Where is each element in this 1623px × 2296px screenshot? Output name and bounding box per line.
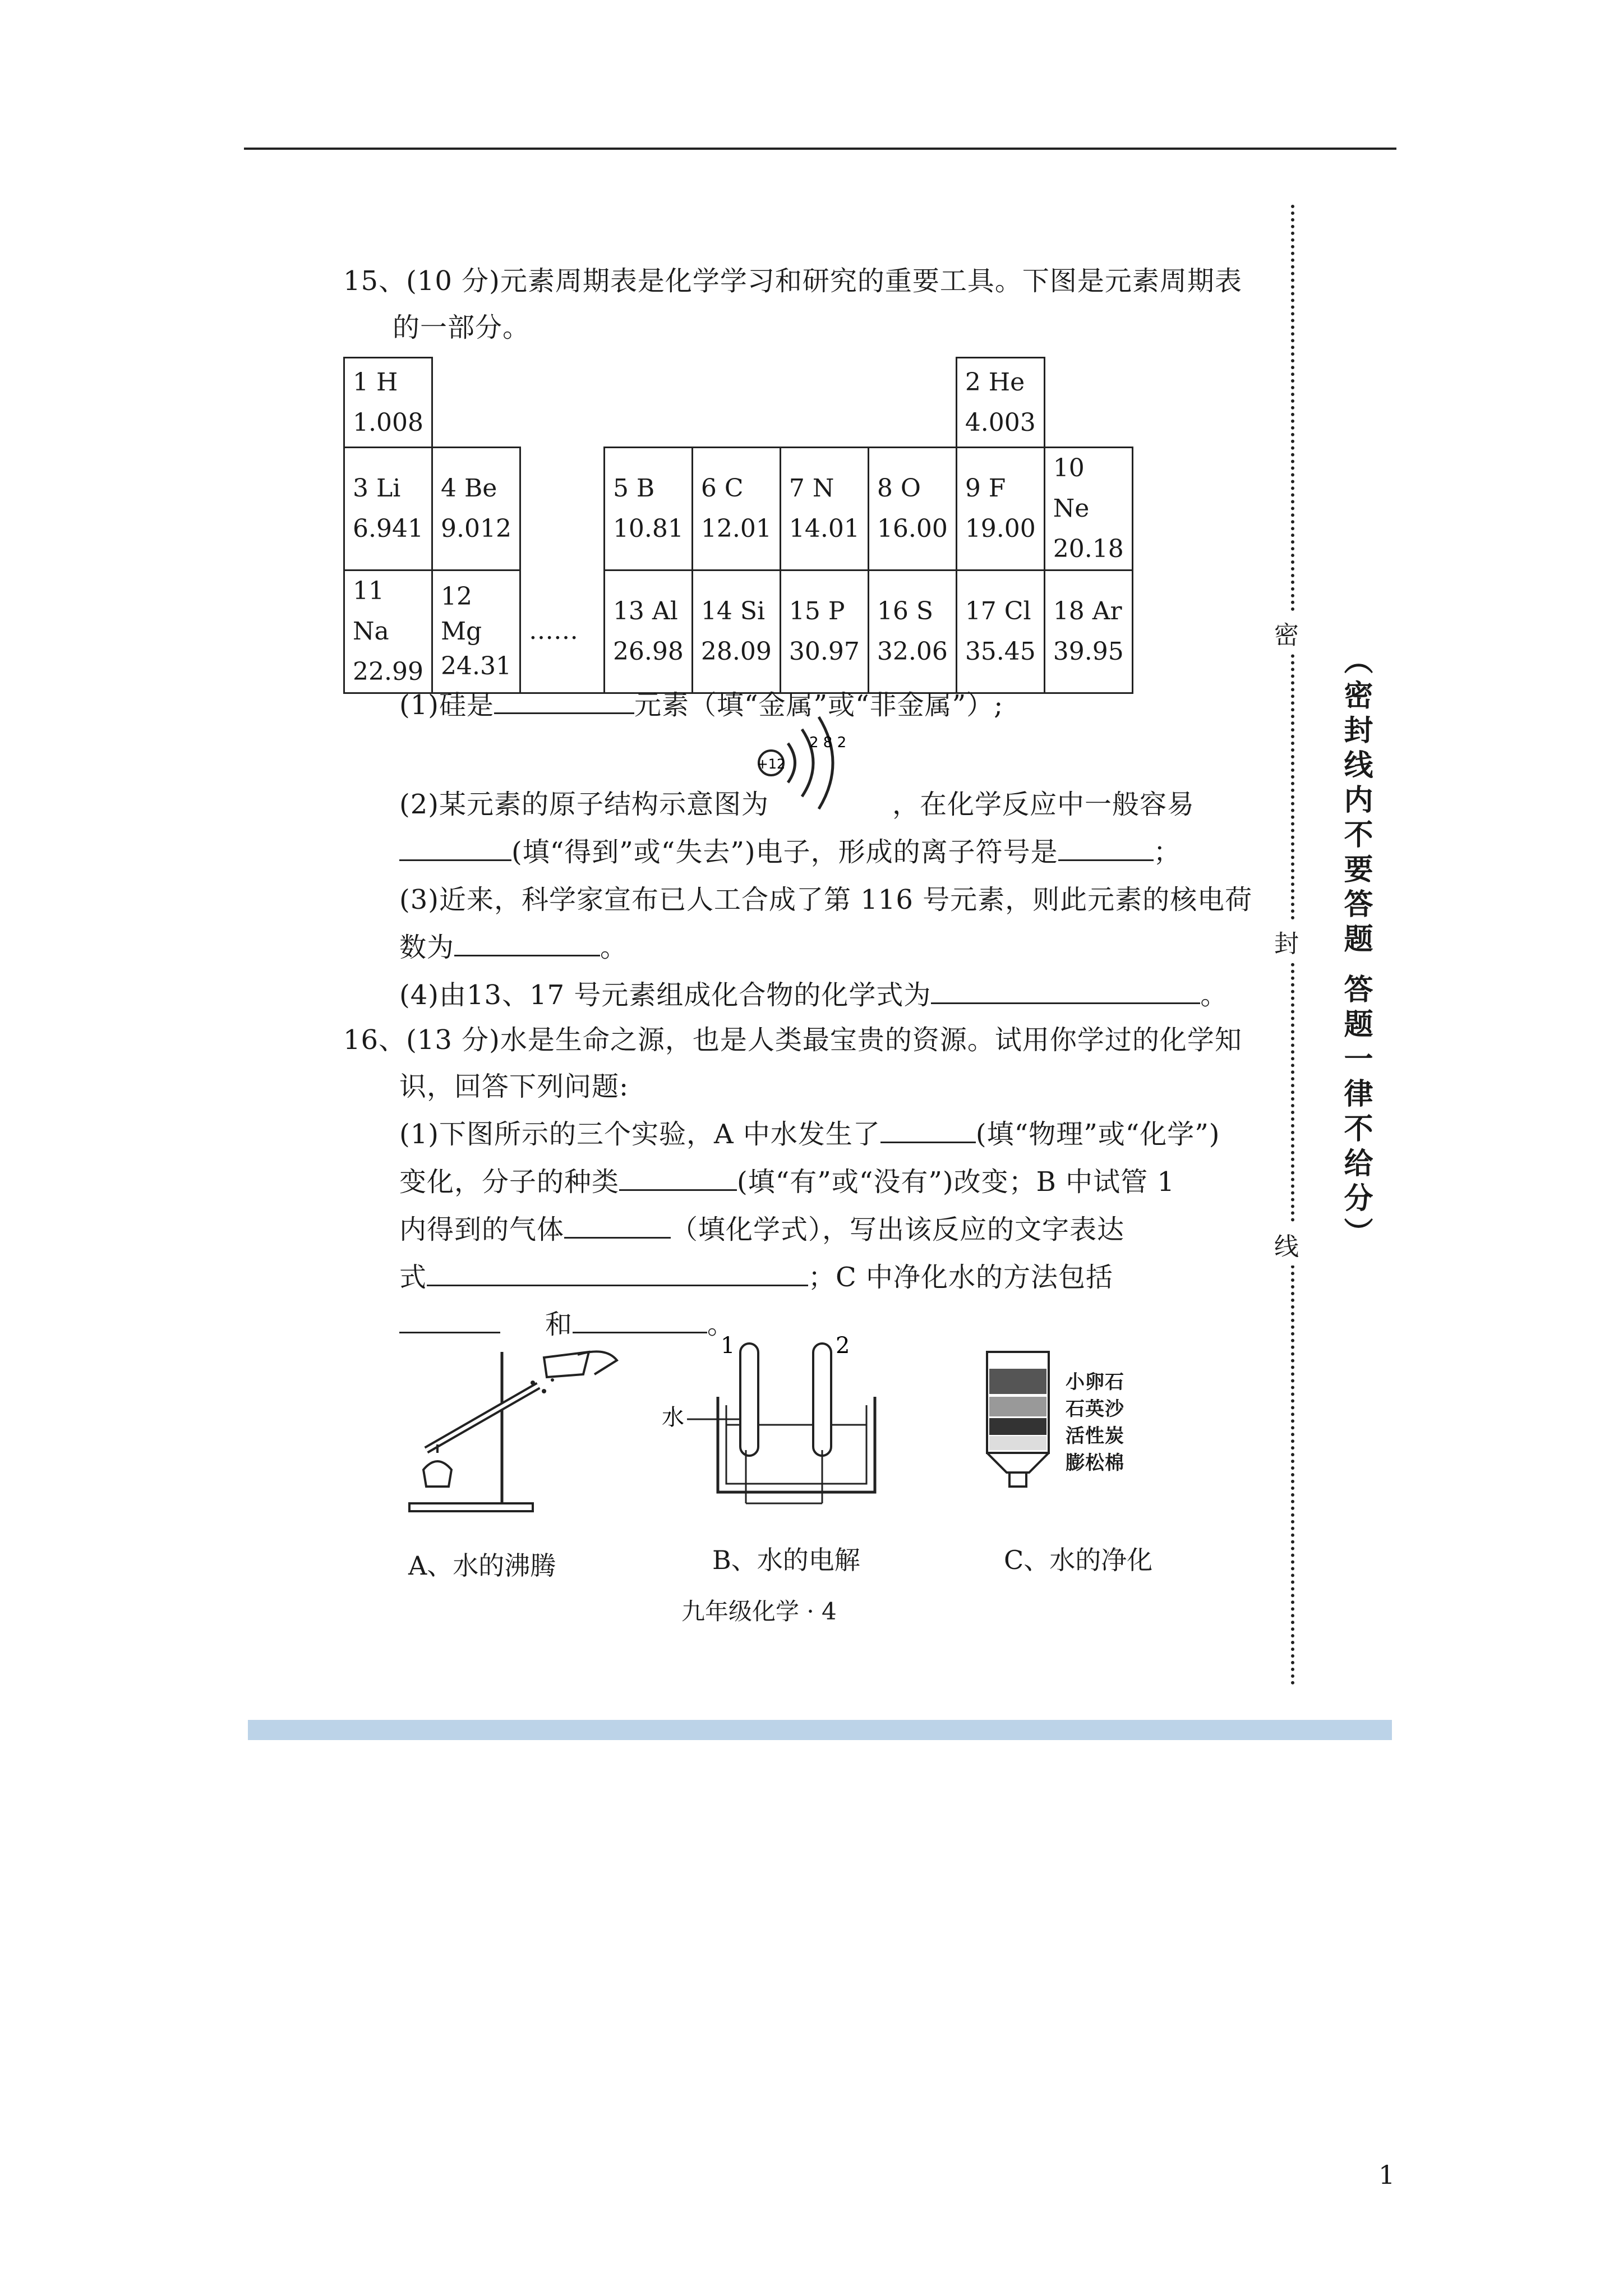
- element-cell: 15 P 30.97: [780, 570, 868, 693]
- q15-sub3-line2: 数为 。: [399, 932, 628, 963]
- layer-label: 石英沙: [1066, 1398, 1124, 1420]
- q16-line2: 识，回答下列问题:: [399, 1071, 629, 1102]
- answer-blank[interactable]: [619, 1167, 737, 1191]
- boiling-water-apparatus-figure: [393, 1335, 628, 1526]
- element-cell: 16 S 32.06: [868, 570, 956, 693]
- tube-2-label: 2: [836, 1335, 850, 1359]
- top-rule: [244, 148, 1396, 150]
- page-number: 1: [1378, 2160, 1395, 2190]
- answer-blank[interactable]: [1058, 837, 1154, 861]
- answer-blank[interactable]: [427, 1262, 808, 1286]
- water-purifier-figure: [976, 1346, 1060, 1492]
- answer-blank[interactable]: [399, 1309, 500, 1333]
- layer-label: 小卵石: [1066, 1371, 1124, 1393]
- answer-blank[interactable]: [399, 837, 511, 861]
- element-cell: 13 Al 26.98: [604, 570, 692, 693]
- q15-line2: 的一部分。: [393, 312, 531, 343]
- atom-nucleus-label: +12: [757, 756, 786, 772]
- q15-sub3-line1: (3)近来，科学家宣布已人工合成了第 116 号元素，则此元素的核电荷: [399, 884, 1253, 915]
- element-cell: 7 N 14.01: [780, 448, 868, 570]
- element-cell: 14 Si 28.09: [692, 570, 780, 693]
- element-cell: 9 F 19.00: [956, 448, 1044, 570]
- seal-char-feng: 封: [1274, 920, 1299, 963]
- q15-line1: 15、(10 分)元素周期表是化学学习和研究的重要工具。下图是元素周期表: [343, 265, 1242, 297]
- element-cell: 4 Be 9.012: [432, 448, 520, 570]
- q16-line6: 式 ；C 中净化水的方法包括: [399, 1262, 1114, 1293]
- element-cell: 18 Ar 39.95: [1044, 570, 1132, 693]
- q15-sub1: (1)硅是 元素（填“金属”或“非金属”）;: [399, 689, 1004, 721]
- element-cell: 11 Na 22.99: [344, 570, 432, 693]
- footer-bar: [248, 1720, 1392, 1740]
- caption-a: A、水的沸腾: [408, 1550, 556, 1581]
- q15-sub2-line1: (2)某元素的原子结构示意图为 ，在化学反应中一般容易: [399, 789, 1195, 820]
- caption-b: B、水的电解: [712, 1545, 860, 1575]
- q16-line4: 变化，分子的种类 (填“有”或“没有”)改变；B 中试管 1: [399, 1166, 1175, 1198]
- water-electrolysis-figure: [651, 1335, 909, 1526]
- caption-c: C、水的净化: [1004, 1545, 1153, 1575]
- ellipsis-cell: ……: [520, 570, 604, 693]
- layer-label: 活性炭: [1066, 1425, 1124, 1447]
- answer-blank[interactable]: [573, 1309, 707, 1333]
- atom-shell-label: 2 8 2: [809, 734, 847, 751]
- element-cell: 17 Cl 35.45: [956, 570, 1044, 693]
- q16-line3: (1)下图所示的三个实验，A 中水发生了 (填“物理”或“化学”): [399, 1119, 1220, 1150]
- answer-blank[interactable]: [564, 1214, 671, 1239]
- answer-blank[interactable]: [494, 690, 634, 714]
- layer-label: 膨松棉: [1066, 1452, 1124, 1474]
- seal-char-mi: 密: [1274, 611, 1299, 654]
- element-cell: 12 Mg 24.31: [432, 570, 520, 693]
- q15-sub4: (4)由13、17 号元素组成化合物的化学式为 。: [399, 979, 1228, 1011]
- purifier-layer-labels: [1066, 1369, 1124, 1476]
- element-cell: 5 B 10.81: [604, 448, 692, 570]
- q16-line1: 16、(13 分)水是生命之源，也是人类最宝贵的资源。试用你学过的化学知: [343, 1024, 1242, 1056]
- element-cell: 3 Li 6.941: [344, 448, 432, 570]
- water-label: 水: [662, 1405, 684, 1430]
- seal-instruction-note: （密封线内不要答题 答题一律不给分）: [1339, 645, 1373, 1253]
- q16-line5: 内得到的气体 （填化学式），写出该反应的文字表达: [399, 1214, 1125, 1245]
- exam-page-footer: 九年级化学 · 4: [681, 1598, 837, 1625]
- periodic-table: [343, 357, 1133, 694]
- answer-blank[interactable]: [454, 932, 600, 956]
- q16-line7: 和 。: [399, 1303, 735, 1341]
- element-cell: 8 O 16.00: [868, 448, 956, 570]
- element-cell: 10 Ne 20.18: [1044, 448, 1132, 570]
- tube-1-label: 1: [721, 1335, 735, 1359]
- element-cell: 6 C 12.01: [692, 448, 780, 570]
- seal-char-xian: 线: [1274, 1223, 1299, 1266]
- q15-sub2-line2: (填“得到”或“失去”)电子，形成的离子符号是 ；: [399, 830, 1181, 869]
- element-cell: 1 H 1.008: [344, 358, 432, 448]
- answer-blank[interactable]: [931, 980, 1200, 1004]
- element-cell: 2 He 4.003: [956, 358, 1044, 448]
- answer-blank[interactable]: [880, 1119, 976, 1143]
